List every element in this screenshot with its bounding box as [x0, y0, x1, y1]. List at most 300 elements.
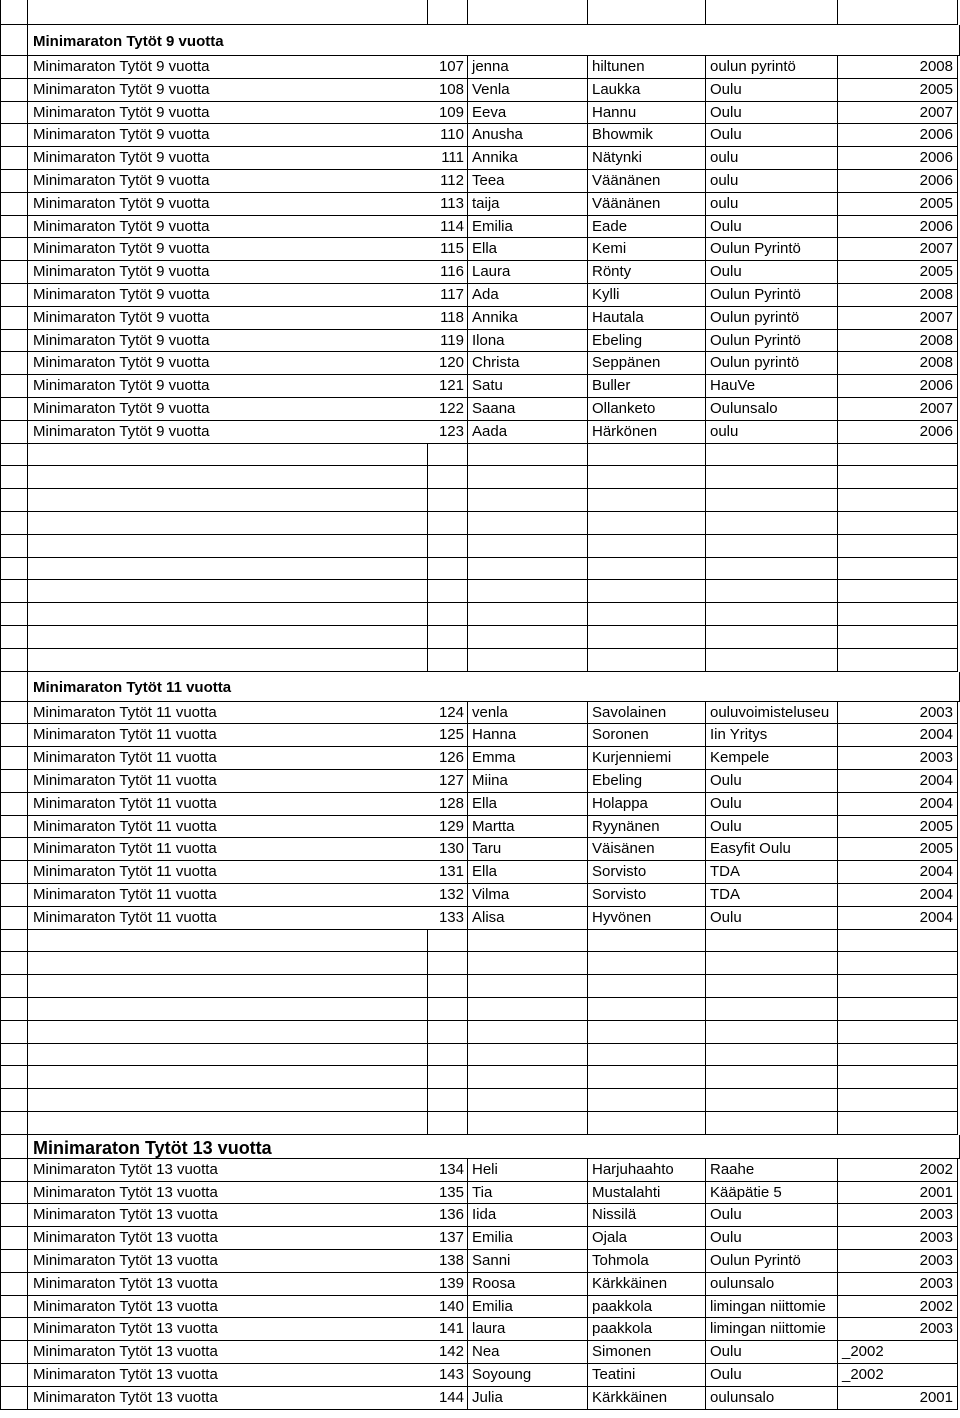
empty-cell	[706, 466, 838, 489]
row-header-cell	[0, 793, 28, 816]
last-name-cell: Buller	[588, 375, 706, 398]
row-header-cell	[0, 444, 28, 467]
table-row	[0, 816, 960, 839]
empty-cell	[428, 603, 468, 626]
row-header-cell	[0, 1250, 28, 1273]
empty-row	[0, 998, 960, 1021]
first-name-cell: Laura	[468, 261, 588, 284]
club-cell: Oulu	[706, 907, 838, 930]
empty-cell	[838, 580, 958, 603]
category-cell: Minimaraton Tytöt 9 vuotta	[28, 375, 428, 398]
bib-number-cell: 130	[428, 838, 468, 861]
bib-number-cell: 127	[428, 770, 468, 793]
empty-cell	[28, 930, 428, 953]
table-row	[0, 421, 960, 444]
club-cell: Oulu	[706, 261, 838, 284]
row-header-cell	[0, 102, 28, 125]
bib-number-cell: 120	[428, 352, 468, 375]
empty-cell	[428, 1089, 468, 1112]
last-name-cell: Ollanketo	[588, 398, 706, 421]
empty-cell	[428, 489, 468, 512]
table-row	[0, 307, 960, 330]
empty-cell	[428, 1066, 468, 1089]
empty-cell	[838, 0, 958, 25]
row-header-cell	[0, 1341, 28, 1364]
row-header-cell	[0, 1296, 28, 1319]
empty-cell	[838, 1021, 958, 1044]
club-cell: Oulunsalo	[706, 398, 838, 421]
empty-cell	[838, 626, 958, 649]
empty-row	[0, 975, 960, 998]
last-name-cell: Ryynänen	[588, 816, 706, 839]
club-cell: Kempele	[706, 747, 838, 770]
first-name-cell: Heli	[468, 1159, 588, 1182]
first-name-cell: Anusha	[468, 124, 588, 147]
club-cell: Iin Yritys	[706, 724, 838, 747]
birth-year-cell: 2005	[838, 79, 958, 102]
bib-number-cell: 119	[428, 330, 468, 353]
birth-year-cell: 2004	[838, 907, 958, 930]
birth-year-cell: 2008	[838, 352, 958, 375]
empty-cell	[428, 0, 468, 25]
empty-cell	[468, 1089, 588, 1112]
first-name-cell: Hanna	[468, 724, 588, 747]
empty-cell	[468, 975, 588, 998]
birth-year-cell: 2004	[838, 793, 958, 816]
category-cell: Minimaraton Tytöt 9 vuotta	[28, 147, 428, 170]
table-row	[0, 398, 960, 421]
empty-cell	[468, 512, 588, 535]
row-header-cell	[0, 702, 28, 725]
first-name-cell: Ella	[468, 861, 588, 884]
club-cell: TDA	[706, 884, 838, 907]
club-cell: oulu	[706, 147, 838, 170]
last-name-cell: Ebeling	[588, 770, 706, 793]
empty-cell	[588, 952, 706, 975]
bib-number-cell: 129	[428, 816, 468, 839]
club-cell: oulun pyrintö	[706, 56, 838, 79]
club-cell: Oulun Pyrintö	[706, 330, 838, 353]
category-cell: Minimaraton Tytöt 9 vuotta	[28, 79, 428, 102]
last-name-cell: Väisänen	[588, 838, 706, 861]
empty-cell	[428, 952, 468, 975]
empty-cell	[428, 626, 468, 649]
last-name-cell: Kylli	[588, 284, 706, 307]
table-row	[0, 1159, 960, 1182]
empty-cell	[468, 626, 588, 649]
category-cell: Minimaraton Tytöt 9 vuotta	[28, 284, 428, 307]
table-row	[0, 1204, 960, 1227]
first-name-cell: Satu	[468, 375, 588, 398]
empty-cell	[28, 1089, 428, 1112]
club-cell: oulu	[706, 421, 838, 444]
bib-number-cell: 125	[428, 724, 468, 747]
birth-year-cell: 2001	[838, 1182, 958, 1205]
empty-cell	[28, 535, 428, 558]
first-name-cell: taija	[468, 193, 588, 216]
section-header-row	[0, 1135, 960, 1159]
empty-cell	[28, 649, 428, 672]
empty-row	[0, 1089, 960, 1112]
table-row	[0, 352, 960, 375]
empty-row	[0, 930, 960, 953]
empty-cell	[28, 444, 428, 467]
last-name-cell: Kärkkäinen	[588, 1273, 706, 1296]
empty-cell	[706, 930, 838, 953]
bib-number-cell: 108	[428, 79, 468, 102]
row-header-cell	[0, 1227, 28, 1250]
bib-number-cell: 134	[428, 1159, 468, 1182]
category-cell: Minimaraton Tytöt 9 vuotta	[28, 216, 428, 239]
empty-cell	[468, 489, 588, 512]
empty-cell	[706, 649, 838, 672]
table-row	[0, 1182, 960, 1205]
empty-cell	[588, 998, 706, 1021]
section-header-row	[0, 672, 960, 702]
club-cell: Oulun Pyrintö	[706, 238, 838, 261]
first-name-cell: Saana	[468, 398, 588, 421]
empty-cell	[706, 952, 838, 975]
row-header-cell	[0, 649, 28, 672]
birth-year-cell: 2003	[838, 1227, 958, 1250]
table-row	[0, 861, 960, 884]
row-header-cell	[0, 307, 28, 330]
empty-cell	[28, 558, 428, 581]
empty-cell	[468, 535, 588, 558]
birth-year-cell: 2006	[838, 170, 958, 193]
last-name-cell: Kurjenniemi	[588, 747, 706, 770]
category-cell: Minimaraton Tytöt 13 vuotta	[28, 1341, 428, 1364]
row-header-cell	[0, 489, 28, 512]
birth-year-cell: 2004	[838, 884, 958, 907]
last-name-cell: Soronen	[588, 724, 706, 747]
row-header-cell	[0, 330, 28, 353]
row-header-cell	[0, 975, 28, 998]
empty-row	[0, 649, 960, 672]
club-cell: Oulu	[706, 770, 838, 793]
category-cell: Minimaraton Tytöt 9 vuotta	[28, 352, 428, 375]
empty-cell	[428, 535, 468, 558]
empty-row	[0, 952, 960, 975]
last-name-cell: Nissilä	[588, 1204, 706, 1227]
empty-cell	[588, 1112, 706, 1135]
row-header-cell	[0, 193, 28, 216]
last-name-cell: Ebeling	[588, 330, 706, 353]
club-cell: Oulu	[706, 1227, 838, 1250]
last-name-cell: Väänänen	[588, 170, 706, 193]
row-header-cell	[0, 1066, 28, 1089]
birth-year-cell: 2005	[838, 816, 958, 839]
category-cell: Minimaraton Tytöt 9 vuotta	[28, 261, 428, 284]
row-header-cell	[0, 421, 28, 444]
bib-number-cell: 114	[428, 216, 468, 239]
row-header-cell	[0, 284, 28, 307]
empty-row	[0, 535, 960, 558]
bib-number-cell: 143	[428, 1364, 468, 1387]
category-cell: Minimaraton Tytöt 9 vuotta	[28, 56, 428, 79]
last-name-cell: Holappa	[588, 793, 706, 816]
category-cell: Minimaraton Tytöt 11 vuotta	[28, 861, 428, 884]
empty-cell	[28, 580, 428, 603]
category-cell: Minimaraton Tytöt 9 vuotta	[28, 238, 428, 261]
first-name-cell: Ella	[468, 793, 588, 816]
birth-year-cell: 2008	[838, 330, 958, 353]
first-name-cell: Nea	[468, 1341, 588, 1364]
empty-cell	[706, 512, 838, 535]
empty-cell	[588, 1044, 706, 1067]
empty-cell	[468, 1021, 588, 1044]
empty-cell	[706, 603, 838, 626]
empty-cell	[28, 0, 428, 25]
empty-row	[0, 603, 960, 626]
empty-cell	[838, 444, 958, 467]
last-name-cell: hiltunen	[588, 56, 706, 79]
bib-number-cell: 131	[428, 861, 468, 884]
birth-year-cell: 2007	[838, 102, 958, 125]
empty-row	[0, 444, 960, 467]
empty-cell	[428, 558, 468, 581]
empty-cell	[428, 512, 468, 535]
table-row	[0, 56, 960, 79]
first-name-cell: Ella	[468, 238, 588, 261]
club-cell: Oulu	[706, 79, 838, 102]
empty-cell	[706, 626, 838, 649]
row-header-cell	[0, 375, 28, 398]
first-name-cell: Miina	[468, 770, 588, 793]
category-cell: Minimaraton Tytöt 11 vuotta	[28, 770, 428, 793]
club-cell: TDA	[706, 861, 838, 884]
category-cell: Minimaraton Tytöt 13 vuotta	[28, 1387, 428, 1410]
empty-cell	[468, 930, 588, 953]
empty-cell	[706, 489, 838, 512]
empty-row	[0, 626, 960, 649]
first-name-cell: jenna	[468, 56, 588, 79]
club-cell: Oulun Pyrintö	[706, 284, 838, 307]
row-header-cell	[0, 216, 28, 239]
empty-cell	[28, 1021, 428, 1044]
empty-cell	[468, 649, 588, 672]
empty-cell	[588, 580, 706, 603]
empty-cell	[706, 1044, 838, 1067]
birth-year-cell: 2005	[838, 261, 958, 284]
empty-cell	[838, 558, 958, 581]
first-name-cell: Soyoung	[468, 1364, 588, 1387]
last-name-cell: Nätynki	[588, 147, 706, 170]
table-row	[0, 79, 960, 102]
birth-year-cell: 2004	[838, 724, 958, 747]
club-cell: Oulu	[706, 124, 838, 147]
empty-cell	[28, 489, 428, 512]
empty-cell	[838, 1089, 958, 1112]
row-header-cell	[0, 1273, 28, 1296]
club-cell: Easyfit Oulu	[706, 838, 838, 861]
row-header-cell	[0, 626, 28, 649]
last-name-cell: Savolainen	[588, 702, 706, 725]
club-cell: Oulu	[706, 1204, 838, 1227]
club-cell: Kääpätie 5	[706, 1182, 838, 1205]
table-row	[0, 284, 960, 307]
empty-cell	[428, 580, 468, 603]
table-row	[0, 884, 960, 907]
last-name-cell: paakkola	[588, 1296, 706, 1319]
bib-number-cell: 110	[428, 124, 468, 147]
first-name-cell: Christa	[468, 352, 588, 375]
row-header-cell	[0, 261, 28, 284]
birth-year-cell: 2007	[838, 398, 958, 421]
last-name-cell: Mustalahti	[588, 1182, 706, 1205]
category-cell: Minimaraton Tytöt 13 vuotta	[28, 1204, 428, 1227]
empty-cell	[838, 998, 958, 1021]
category-cell: Minimaraton Tytöt 9 vuotta	[28, 421, 428, 444]
club-cell: Oulun pyrintö	[706, 352, 838, 375]
row-header-cell	[0, 535, 28, 558]
birth-year-cell: 2003	[838, 702, 958, 725]
empty-cell	[428, 975, 468, 998]
row-header-cell	[0, 124, 28, 147]
birth-year-cell: 2006	[838, 421, 958, 444]
empty-cell	[428, 466, 468, 489]
section-title: Minimaraton Tytöt 13 vuotta	[28, 1135, 960, 1159]
empty-row	[0, 512, 960, 535]
empty-cell	[468, 998, 588, 1021]
category-cell: Minimaraton Tytöt 11 vuotta	[28, 838, 428, 861]
empty-row	[0, 1021, 960, 1044]
row-header-cell	[0, 884, 28, 907]
first-name-cell: Tia	[468, 1182, 588, 1205]
last-name-cell: Eade	[588, 216, 706, 239]
empty-cell	[838, 975, 958, 998]
row-header-cell	[0, 580, 28, 603]
row-header-cell	[0, 861, 28, 884]
empty-cell	[706, 535, 838, 558]
first-name-cell: Alisa	[468, 907, 588, 930]
birth-year-cell: 2008	[838, 56, 958, 79]
first-name-cell: Emilia	[468, 1227, 588, 1250]
last-name-cell: Teatini	[588, 1364, 706, 1387]
birth-year-cell: 2003	[838, 1273, 958, 1296]
row-header-cell	[0, 672, 28, 702]
first-name-cell: Martta	[468, 816, 588, 839]
club-cell: HauVe	[706, 375, 838, 398]
table-row	[0, 1318, 960, 1341]
row-header-cell	[0, 1387, 28, 1410]
bib-number-cell: 136	[428, 1204, 468, 1227]
bib-number-cell: 116	[428, 261, 468, 284]
empty-cell	[706, 998, 838, 1021]
category-cell: Minimaraton Tytöt 11 vuotta	[28, 747, 428, 770]
empty-cell	[706, 0, 838, 25]
birth-year-cell: 2008	[838, 284, 958, 307]
empty-cell	[838, 1044, 958, 1067]
club-cell: Oulu	[706, 793, 838, 816]
first-name-cell: Iida	[468, 1204, 588, 1227]
empty-cell	[838, 512, 958, 535]
table-row	[0, 1273, 960, 1296]
club-cell: Oulu	[706, 102, 838, 125]
bib-number-cell: 111	[428, 147, 468, 170]
row-header-cell	[0, 352, 28, 375]
row-header-cell	[0, 998, 28, 1021]
last-name-cell: Kärkkäinen	[588, 1387, 706, 1410]
empty-cell	[28, 626, 428, 649]
table-row	[0, 102, 960, 125]
empty-cell	[588, 0, 706, 25]
bib-number-cell: 107	[428, 56, 468, 79]
table-row	[0, 838, 960, 861]
first-name-cell: Aada	[468, 421, 588, 444]
table-row	[0, 1250, 960, 1273]
empty-cell	[588, 1021, 706, 1044]
row-header-cell	[0, 1204, 28, 1227]
row-header-cell	[0, 1112, 28, 1135]
empty-cell	[28, 603, 428, 626]
empty-cell	[468, 603, 588, 626]
first-name-cell: Ada	[468, 284, 588, 307]
empty-cell	[588, 489, 706, 512]
last-name-cell: Harjuhaahto	[588, 1159, 706, 1182]
table-row	[0, 770, 960, 793]
row-header-cell	[0, 816, 28, 839]
row-header-cell	[0, 747, 28, 770]
birth-year-cell: 2003	[838, 1250, 958, 1273]
empty-cell	[838, 1112, 958, 1135]
empty-cell	[588, 558, 706, 581]
category-cell: Minimaraton Tytöt 13 vuotta	[28, 1364, 428, 1387]
first-name-cell: Emilia	[468, 216, 588, 239]
bib-number-cell: 121	[428, 375, 468, 398]
table-row	[0, 330, 960, 353]
table-row	[0, 793, 960, 816]
club-cell: ouluvoimisteluseu	[706, 702, 838, 725]
table-row	[0, 1227, 960, 1250]
section-header-row	[0, 25, 960, 56]
empty-cell	[468, 580, 588, 603]
club-cell: limingan niittomie	[706, 1296, 838, 1319]
first-name-cell: Emilia	[468, 1296, 588, 1319]
last-name-cell: Simonen	[588, 1341, 706, 1364]
birth-year-cell: 2002	[838, 1296, 958, 1319]
bib-number-cell: 112	[428, 170, 468, 193]
row-header-cell	[0, 398, 28, 421]
last-name-cell: paakkola	[588, 1318, 706, 1341]
empty-row	[0, 1112, 960, 1135]
table-row	[0, 216, 960, 239]
empty-cell	[588, 1089, 706, 1112]
last-name-cell: Väänänen	[588, 193, 706, 216]
birth-year-cell: 2006	[838, 147, 958, 170]
category-cell: Minimaraton Tytöt 9 vuotta	[28, 398, 428, 421]
bib-number-cell: 132	[428, 884, 468, 907]
last-name-cell: Härkönen	[588, 421, 706, 444]
category-cell: Minimaraton Tytöt 13 vuotta	[28, 1273, 428, 1296]
empty-cell	[468, 952, 588, 975]
bib-number-cell: 109	[428, 102, 468, 125]
empty-cell	[588, 1066, 706, 1089]
bib-number-cell: 135	[428, 1182, 468, 1205]
club-cell: Oulun Pyrintö	[706, 1250, 838, 1273]
empty-cell	[588, 930, 706, 953]
birth-year-cell: _2002	[838, 1364, 958, 1387]
table-row	[0, 907, 960, 930]
row-header-cell	[0, 930, 28, 953]
row-header-cell	[0, 770, 28, 793]
bib-number-cell: 118	[428, 307, 468, 330]
empty-cell	[838, 466, 958, 489]
empty-cell	[468, 0, 588, 25]
bib-number-cell: 137	[428, 1227, 468, 1250]
empty-cell	[468, 1044, 588, 1067]
last-name-cell: Sorvisto	[588, 861, 706, 884]
